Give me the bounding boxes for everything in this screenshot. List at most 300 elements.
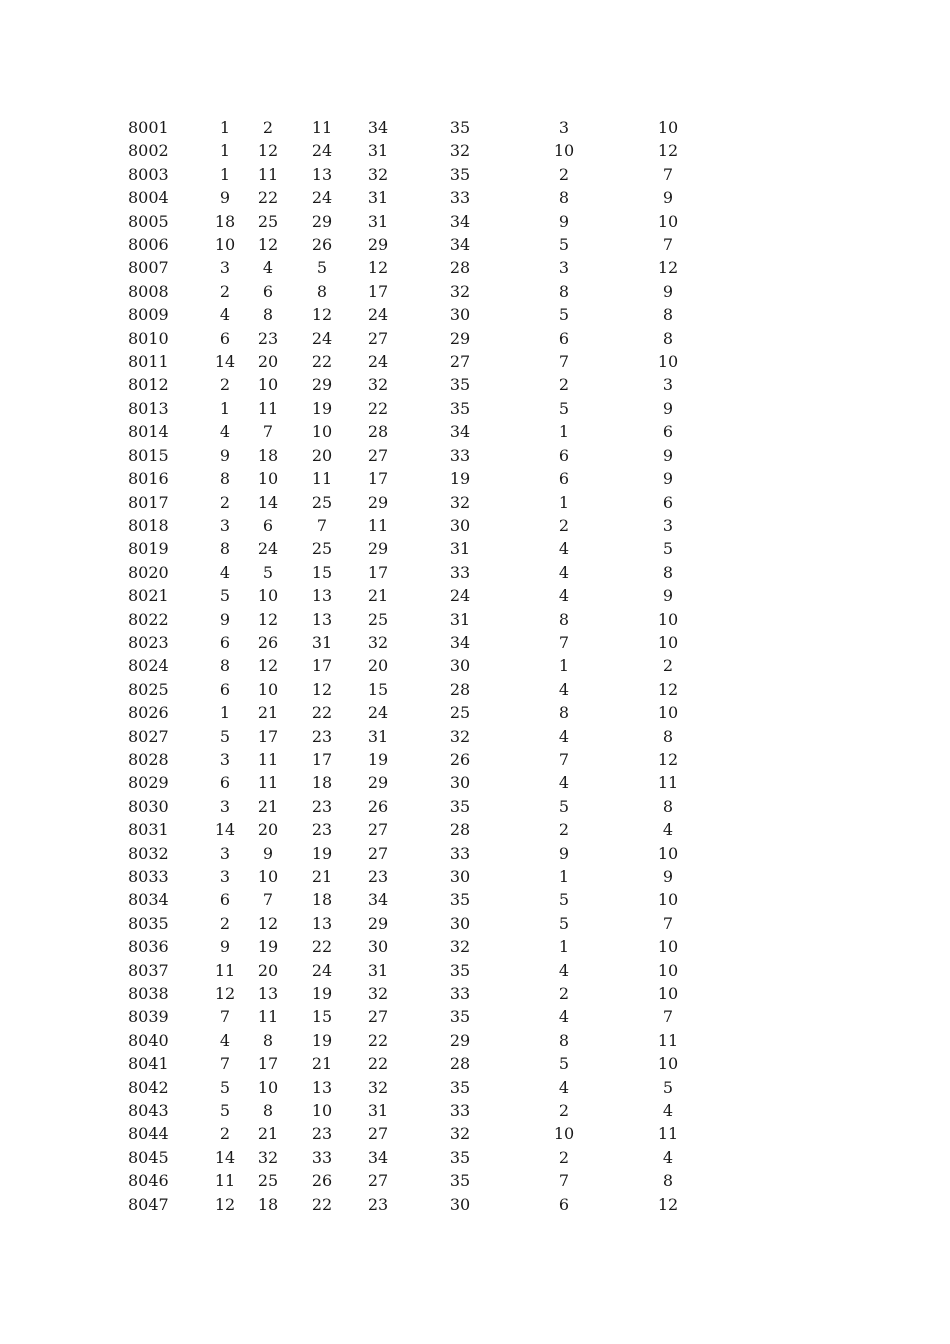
- table-row: [128, 842, 732, 865]
- cell-extra-2: 4: [662, 1101, 674, 1121]
- cell-num-4: 27: [367, 445, 389, 465]
- cell-extra-2: 10: [657, 843, 679, 863]
- cell-extra-2: 12: [657, 1194, 679, 1214]
- cell-num-1: 3: [219, 867, 231, 886]
- cell-num-5: 30: [449, 773, 471, 793]
- cell-num-2: 6: [262, 281, 274, 301]
- cell-num-5: 28: [449, 820, 471, 840]
- cell-num-4: 21: [367, 586, 389, 606]
- cell-num-4: 34: [367, 1147, 389, 1167]
- cell-num-4: 27: [367, 1124, 389, 1144]
- cell-draw-id: 8021: [128, 586, 169, 606]
- cell-num-2: 11: [257, 773, 279, 793]
- cell-num-1: 5: [219, 1101, 231, 1121]
- cell-num-2: 24: [257, 539, 279, 559]
- cell-num-2: 17: [257, 1054, 279, 1074]
- table-row: [128, 654, 732, 677]
- cell-extra-2: 9: [662, 586, 674, 606]
- cell-extra-1: 7: [558, 749, 570, 769]
- cell-num-3: 22: [311, 352, 333, 372]
- cell-draw-id: 8036: [128, 937, 169, 957]
- cell-num-2: 7: [262, 422, 274, 442]
- cell-draw-id: 8030: [128, 796, 169, 816]
- cell-num-5: 35: [449, 1147, 471, 1167]
- cell-num-3: 19: [311, 398, 333, 418]
- table-row: [128, 935, 732, 958]
- cell-extra-1: 1: [558, 867, 570, 886]
- cell-num-5: 35: [449, 398, 471, 418]
- cell-draw-id: 8018: [128, 515, 169, 535]
- cell-num-4: 29: [367, 235, 389, 255]
- cell-num-3: 21: [311, 867, 333, 886]
- cell-extra-1: 7: [558, 632, 570, 652]
- cell-extra-1: 5: [558, 913, 570, 933]
- cell-num-5: 32: [449, 726, 471, 746]
- cell-num-1: 4: [219, 1030, 231, 1050]
- cell-num-1: 9: [219, 445, 231, 465]
- cell-extra-1: 10: [553, 141, 575, 161]
- cell-num-1: 1: [219, 141, 231, 161]
- cell-num-4: 22: [367, 1054, 389, 1074]
- table-row: [128, 959, 732, 982]
- cell-num-5: 29: [449, 328, 471, 348]
- cell-draw-id: 8010: [128, 328, 169, 348]
- cell-num-2: 10: [257, 679, 279, 699]
- cell-draw-id: 8013: [128, 398, 169, 418]
- cell-draw-id: 8026: [128, 703, 169, 723]
- cell-extra-2: 9: [662, 445, 674, 465]
- cell-num-3: 15: [311, 562, 333, 582]
- cell-extra-1: 3: [558, 258, 570, 278]
- cell-num-2: 12: [257, 609, 279, 629]
- cell-num-5: 32: [449, 937, 471, 957]
- cell-num-3: 15: [311, 1007, 333, 1027]
- cell-num-5: 35: [449, 164, 471, 184]
- cell-num-4: 32: [367, 164, 389, 184]
- cell-num-4: 32: [367, 375, 389, 395]
- table-row: [128, 444, 732, 467]
- cell-num-1: 2: [219, 492, 231, 512]
- cell-num-1: 3: [219, 749, 231, 769]
- cell-num-2: 10: [257, 867, 279, 886]
- cell-draw-id: 8029: [128, 773, 169, 793]
- cell-num-5: 32: [449, 141, 471, 161]
- cell-num-1: 2: [219, 375, 231, 395]
- cell-num-4: 11: [367, 515, 389, 535]
- cell-extra-1: 3: [558, 118, 570, 137]
- cell-num-5: 33: [449, 188, 471, 208]
- cell-num-5: 35: [449, 1077, 471, 1097]
- cell-num-3: 22: [311, 703, 333, 723]
- cell-num-4: 25: [367, 609, 389, 629]
- cell-num-5: 33: [449, 562, 471, 582]
- cell-num-1: 5: [219, 1077, 231, 1097]
- cell-draw-id: 8041: [128, 1054, 169, 1074]
- cell-num-2: 23: [257, 328, 279, 348]
- cell-draw-id: 8009: [128, 305, 169, 325]
- table-row: [128, 888, 732, 911]
- cell-num-2: 10: [257, 375, 279, 395]
- cell-extra-1: 2: [558, 984, 570, 1004]
- cell-num-4: 31: [367, 188, 389, 208]
- cell-num-3: 21: [311, 1054, 333, 1074]
- cell-num-5: 30: [449, 515, 471, 535]
- cell-num-2: 6: [262, 515, 274, 535]
- cell-num-1: 8: [219, 539, 231, 559]
- table-row: [128, 514, 732, 537]
- cell-draw-id: 8003: [128, 164, 169, 184]
- cell-num-4: 30: [367, 937, 389, 957]
- table-row: [128, 1099, 732, 1122]
- cell-num-2: 4: [262, 258, 274, 278]
- cell-draw-id: 8045: [128, 1147, 169, 1167]
- table-row: [128, 210, 732, 233]
- cell-num-5: 30: [449, 1194, 471, 1214]
- cell-extra-2: 9: [662, 188, 674, 208]
- table-row: [128, 139, 732, 162]
- cell-num-5: 31: [449, 609, 471, 629]
- cell-draw-id: 8044: [128, 1124, 169, 1144]
- cell-extra-2: 5: [662, 1077, 674, 1097]
- cell-num-1: 7: [219, 1007, 231, 1027]
- cell-extra-2: 3: [662, 515, 674, 535]
- cell-extra-1: 9: [558, 843, 570, 863]
- cell-num-3: 18: [311, 773, 333, 793]
- cell-num-3: 13: [311, 586, 333, 606]
- cell-num-2: 2: [262, 118, 274, 137]
- cell-num-4: 17: [367, 281, 389, 301]
- table-row: [128, 1029, 732, 1052]
- cell-num-3: 11: [311, 469, 333, 489]
- cell-num-4: 31: [367, 960, 389, 980]
- cell-draw-id: 8034: [128, 890, 169, 910]
- cell-num-4: 17: [367, 562, 389, 582]
- cell-num-2: 10: [257, 469, 279, 489]
- cell-extra-1: 5: [558, 890, 570, 910]
- cell-draw-id: 8022: [128, 609, 169, 629]
- table-row: [128, 748, 732, 771]
- table-row: [128, 1052, 732, 1075]
- cell-num-3: 13: [311, 913, 333, 933]
- cell-extra-2: 11: [657, 1030, 679, 1050]
- cell-extra-1: 5: [558, 305, 570, 325]
- cell-num-4: 34: [367, 890, 389, 910]
- cell-extra-1: 2: [558, 1147, 570, 1167]
- cell-num-2: 13: [257, 984, 279, 1004]
- cell-num-5: 30: [449, 867, 471, 886]
- table-row: [128, 467, 732, 490]
- cell-num-1: 1: [219, 164, 231, 184]
- cell-num-2: 22: [257, 188, 279, 208]
- cell-num-4: 19: [367, 749, 389, 769]
- cell-num-5: 35: [449, 118, 471, 137]
- table-row: [128, 678, 732, 701]
- cell-extra-2: 8: [662, 796, 674, 816]
- cell-extra-1: 4: [558, 586, 570, 606]
- cell-num-5: 33: [449, 445, 471, 465]
- cell-num-4: 24: [367, 352, 389, 372]
- cell-num-2: 12: [257, 913, 279, 933]
- table-row: [128, 771, 732, 794]
- cell-num-1: 1: [219, 398, 231, 418]
- table-row: [128, 420, 732, 443]
- cell-num-4: 27: [367, 328, 389, 348]
- cell-draw-id: 8017: [128, 492, 169, 512]
- cell-num-3: 26: [311, 1171, 333, 1191]
- cell-num-5: 28: [449, 679, 471, 699]
- cell-extra-1: 8: [558, 188, 570, 208]
- cell-num-5: 30: [449, 305, 471, 325]
- cell-num-1: 3: [219, 796, 231, 816]
- cell-extra-2: 9: [662, 281, 674, 301]
- cell-num-5: 35: [449, 960, 471, 980]
- cell-num-4: 22: [367, 1030, 389, 1050]
- cell-num-5: 33: [449, 984, 471, 1004]
- cell-num-3: 13: [311, 609, 333, 629]
- cell-num-1: 6: [219, 632, 231, 652]
- cell-draw-id: 8042: [128, 1077, 169, 1097]
- cell-num-2: 20: [257, 820, 279, 840]
- cell-num-3: 19: [311, 843, 333, 863]
- cell-extra-2: 8: [662, 726, 674, 746]
- cell-num-5: 25: [449, 703, 471, 723]
- table-row: [128, 280, 732, 303]
- cell-draw-id: 8043: [128, 1101, 169, 1121]
- cell-num-3: 24: [311, 141, 333, 161]
- cell-num-2: 21: [257, 796, 279, 816]
- cell-num-4: 23: [367, 867, 389, 886]
- table-row: [128, 982, 732, 1005]
- cell-num-4: 34: [367, 118, 389, 137]
- cell-num-4: 12: [367, 258, 389, 278]
- cell-extra-2: 3: [662, 375, 674, 395]
- cell-num-3: 19: [311, 984, 333, 1004]
- table-row: [128, 491, 732, 514]
- cell-extra-1: 8: [558, 281, 570, 301]
- table-row: [128, 537, 732, 560]
- table-row: [128, 631, 732, 654]
- cell-num-3: 33: [311, 1147, 333, 1167]
- table-row: [128, 912, 732, 935]
- cell-num-1: 4: [219, 422, 231, 442]
- cell-extra-1: 6: [558, 328, 570, 348]
- cell-num-5: 30: [449, 913, 471, 933]
- table-row: [128, 1193, 732, 1216]
- table-row: [128, 350, 732, 373]
- cell-extra-2: 9: [662, 469, 674, 489]
- cell-extra-2: 7: [662, 235, 674, 255]
- cell-num-2: 20: [257, 352, 279, 372]
- cell-num-5: 28: [449, 1054, 471, 1074]
- cell-num-2: 11: [257, 398, 279, 418]
- cell-num-1: 4: [219, 562, 231, 582]
- cell-num-4: 32: [367, 632, 389, 652]
- cell-num-2: 12: [257, 141, 279, 161]
- cell-num-3: 26: [311, 235, 333, 255]
- cell-num-4: 31: [367, 726, 389, 746]
- cell-num-2: 12: [257, 656, 279, 676]
- cell-extra-1: 4: [558, 726, 570, 746]
- cell-num-5: 34: [449, 632, 471, 652]
- cell-num-3: 11: [311, 118, 333, 137]
- cell-extra-1: 2: [558, 375, 570, 395]
- table-row: [128, 256, 732, 279]
- cell-num-1: 2: [219, 913, 231, 933]
- cell-draw-id: 8039: [128, 1007, 169, 1027]
- cell-num-1: 6: [219, 773, 231, 793]
- cell-extra-1: 4: [558, 679, 570, 699]
- cell-num-3: 13: [311, 1077, 333, 1097]
- cell-extra-2: 10: [657, 632, 679, 652]
- cell-num-1: 4: [219, 305, 231, 325]
- cell-extra-1: 8: [558, 1030, 570, 1050]
- cell-num-2: 8: [262, 305, 274, 325]
- cell-extra-2: 12: [657, 749, 679, 769]
- cell-num-3: 18: [311, 890, 333, 910]
- cell-extra-1: 2: [558, 1101, 570, 1121]
- cell-extra-2: 10: [657, 609, 679, 629]
- cell-draw-id: 8015: [128, 445, 169, 465]
- cell-extra-1: 1: [558, 492, 570, 512]
- cell-num-2: 12: [257, 235, 279, 255]
- cell-extra-1: 4: [558, 562, 570, 582]
- cell-draw-id: 8046: [128, 1171, 169, 1191]
- cell-draw-id: 8005: [128, 211, 169, 231]
- cell-num-2: 7: [262, 890, 274, 910]
- cell-num-1: 8: [219, 469, 231, 489]
- cell-extra-1: 8: [558, 609, 570, 629]
- cell-num-4: 29: [367, 492, 389, 512]
- cell-num-3: 10: [311, 1101, 333, 1121]
- cell-num-4: 24: [367, 703, 389, 723]
- table-row: [128, 865, 732, 888]
- cell-extra-1: 1: [558, 937, 570, 957]
- cell-draw-id: 8007: [128, 258, 169, 278]
- cell-num-3: 29: [311, 211, 333, 231]
- cell-num-4: 24: [367, 305, 389, 325]
- cell-num-2: 11: [257, 1007, 279, 1027]
- cell-extra-1: 7: [558, 352, 570, 372]
- cell-num-5: 29: [449, 1030, 471, 1050]
- table-row: [128, 373, 732, 396]
- cell-num-1: 3: [219, 515, 231, 535]
- cell-extra-1: 6: [558, 445, 570, 465]
- cell-num-1: 6: [219, 679, 231, 699]
- cell-draw-id: 8025: [128, 679, 169, 699]
- cell-num-2: 26: [257, 632, 279, 652]
- cell-extra-1: 5: [558, 796, 570, 816]
- cell-extra-1: 5: [558, 235, 570, 255]
- cell-draw-id: 8027: [128, 726, 169, 746]
- cell-num-2: 10: [257, 1077, 279, 1097]
- cell-extra-1: 6: [558, 469, 570, 489]
- cell-draw-id: 8038: [128, 984, 169, 1004]
- cell-num-4: 29: [367, 773, 389, 793]
- cell-draw-id: 8031: [128, 820, 169, 840]
- cell-num-4: 27: [367, 843, 389, 863]
- cell-extra-1: 1: [558, 656, 570, 676]
- cell-num-1: 9: [219, 937, 231, 957]
- cell-num-5: 35: [449, 1007, 471, 1027]
- cell-num-3: 12: [311, 305, 333, 325]
- cell-extra-2: 9: [662, 398, 674, 418]
- cell-num-3: 13: [311, 164, 333, 184]
- cell-extra-1: 6: [558, 1194, 570, 1214]
- cell-extra-2: 12: [657, 679, 679, 699]
- cell-extra-1: 10: [553, 1124, 575, 1144]
- cell-num-5: 35: [449, 1171, 471, 1191]
- cell-num-4: 32: [367, 1077, 389, 1097]
- cell-num-2: 32: [257, 1147, 279, 1167]
- table-row: [128, 584, 732, 607]
- cell-num-1: 10: [214, 235, 236, 255]
- cell-num-4: 29: [367, 913, 389, 933]
- cell-num-3: 24: [311, 960, 333, 980]
- data-table: [128, 116, 732, 1216]
- cell-num-4: 27: [367, 820, 389, 840]
- cell-num-2: 11: [257, 164, 279, 184]
- cell-extra-2: 9: [662, 867, 674, 886]
- cell-draw-id: 8011: [128, 352, 169, 372]
- cell-num-5: 35: [449, 375, 471, 395]
- cell-draw-id: 8016: [128, 469, 169, 489]
- cell-extra-2: 7: [662, 913, 674, 933]
- cell-num-4: 28: [367, 422, 389, 442]
- cell-extra-2: 10: [657, 937, 679, 957]
- cell-num-1: 1: [219, 703, 231, 723]
- cell-extra-2: 4: [662, 820, 674, 840]
- cell-draw-id: 8012: [128, 375, 169, 395]
- cell-extra-2: 8: [662, 328, 674, 348]
- cell-extra-2: 6: [662, 422, 674, 442]
- cell-num-5: 34: [449, 211, 471, 231]
- cell-draw-id: 8019: [128, 539, 169, 559]
- cell-num-1: 5: [219, 586, 231, 606]
- cell-num-1: 12: [214, 1194, 236, 1214]
- cell-num-3: 25: [311, 492, 333, 512]
- cell-draw-id: 8006: [128, 235, 169, 255]
- cell-num-1: 9: [219, 609, 231, 629]
- cell-extra-2: 10: [657, 984, 679, 1004]
- cell-extra-2: 8: [662, 562, 674, 582]
- cell-num-3: 22: [311, 1194, 333, 1214]
- cell-num-5: 26: [449, 749, 471, 769]
- cell-extra-2: 10: [657, 1054, 679, 1074]
- cell-num-3: 25: [311, 539, 333, 559]
- table-row: [128, 1169, 732, 1192]
- cell-num-1: 6: [219, 328, 231, 348]
- cell-num-5: 27: [449, 352, 471, 372]
- cell-num-1: 5: [219, 726, 231, 746]
- cell-num-1: 14: [214, 352, 236, 372]
- cell-extra-1: 5: [558, 398, 570, 418]
- cell-extra-1: 7: [558, 1171, 570, 1191]
- cell-num-5: 35: [449, 796, 471, 816]
- cell-num-3: 29: [311, 375, 333, 395]
- table-row: [128, 397, 732, 420]
- cell-num-1: 6: [219, 890, 231, 910]
- cell-num-1: 11: [214, 960, 236, 980]
- cell-num-2: 25: [257, 211, 279, 231]
- cell-draw-id: 8032: [128, 843, 169, 863]
- cell-draw-id: 8037: [128, 960, 169, 980]
- cell-extra-1: 2: [558, 820, 570, 840]
- cell-num-1: 12: [214, 984, 236, 1004]
- cell-draw-id: 8024: [128, 656, 169, 676]
- cell-extra-1: 5: [558, 1054, 570, 1074]
- cell-num-2: 21: [257, 1124, 279, 1144]
- cell-num-3: 23: [311, 820, 333, 840]
